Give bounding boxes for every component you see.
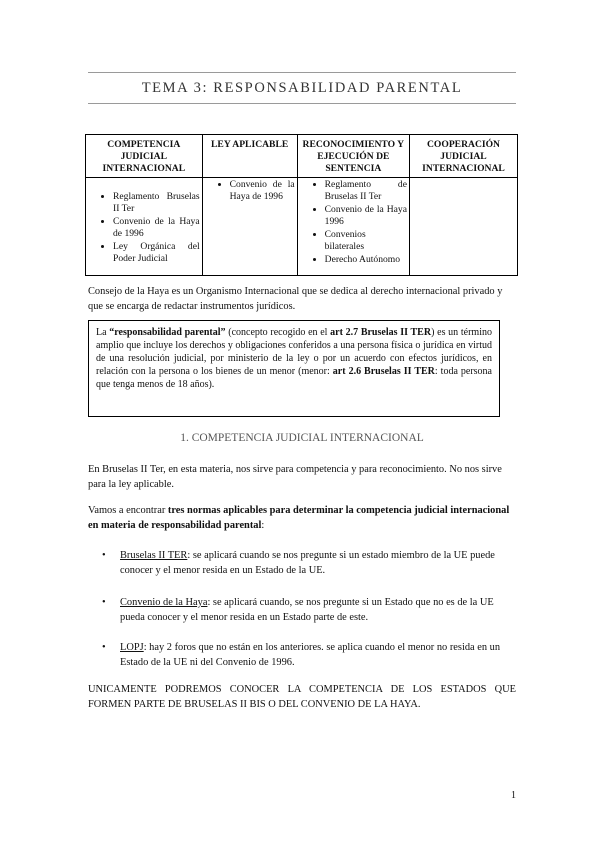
header-cooperacion: COOPERACIÓN JUDICIAL INTERNACIONAL bbox=[409, 135, 517, 178]
bullet-text: : se aplicará cuando, se nos pregunte si un Estado que no es de la UE pueda conocer y el menor resida en un Estado parte de este. bbox=[120, 597, 494, 623]
bullet-text: : se aplicará cuando se nos pregunte si un estado miembro de la UE puede conocer y el menor resida en un Estado de la UE. bbox=[120, 550, 495, 576]
list-item: • Derecho Autónomo bbox=[325, 254, 407, 266]
cell-competencia bbox=[86, 178, 203, 276]
title-rule bbox=[88, 103, 516, 104]
cell-cooperacion bbox=[409, 178, 517, 276]
list-item: • Convenio de la Haya 1996 bbox=[325, 204, 407, 228]
list-item: • Convenio de la Haya de 1996 bbox=[230, 179, 295, 203]
header-competencia: COMPETENCIA JUDICIAL INTERNACIONAL bbox=[86, 135, 203, 178]
bullet-text: : hay 2 foros que no están en los anteriores. se aplica cuando el menor no resida en un Estado de la UE ni del Convenio de 1996. bbox=[120, 642, 501, 668]
tres-normas-tail: : bbox=[261, 520, 265, 531]
bullet-label: Convenio de la Haya bbox=[120, 597, 208, 608]
paragraph-bruselas: En Bruselas II Ter, en esta materia, nos sirve para competencia y para reconocimiento. No nos sirve para la ley aplicable. bbox=[88, 464, 502, 490]
list-item: • Reglamento Bruselas II Ter bbox=[113, 191, 200, 215]
table-row bbox=[86, 178, 518, 276]
bullet-label: LOPJ bbox=[120, 642, 144, 653]
definition-body: es un término amplio que incluye los derechos y obligaciones conferidos a una persona física o jurídica en virtud de una resolución judicial, por ministerio de la ley o por un acuerdo con efectos jurídicos, en relación con la persona o los bienes de un menor (menor: bbox=[96, 327, 492, 377]
definition-aside-open: (concepto recogido en el bbox=[225, 327, 331, 338]
page-number: 1 bbox=[511, 790, 516, 801]
definition-ref: art 2.6 Bruselas II TER bbox=[332, 366, 435, 377]
definition-aside-ref: art 2.7 Bruselas II TER bbox=[330, 327, 432, 338]
tres-normas-bold: tres normas aplicables para determinar la competencia judicial internacional en materia de responsabilidad parental bbox=[88, 505, 510, 531]
page-title: TEMA 3: RESPONSABILIDAD PARENTAL bbox=[141, 80, 463, 96]
bullet-item-bruselas bbox=[102, 548, 516, 578]
bullet-item-lopj bbox=[102, 640, 516, 670]
definition-box bbox=[88, 320, 500, 417]
legal-framework-table bbox=[85, 134, 518, 276]
list-item: • Convenios bilaterales bbox=[325, 229, 407, 253]
bullet-item-haya bbox=[102, 595, 516, 625]
cell-ley-aplicable bbox=[202, 178, 297, 276]
intro-paragraph: Consejo de la Haya es un Organismo Internacional que se dedica al derecho internacional privado y que se encarga de redactar instrumentos jurídicos. bbox=[88, 286, 503, 312]
header-reconocimiento: RECONOCIMIENTO Y EJECUCIÓN DE SENTENCIA bbox=[297, 135, 409, 178]
bullet-icon: • bbox=[102, 550, 106, 561]
list-item: • Reglamento de Bruselas II Ter bbox=[325, 179, 407, 203]
list-item: • Convenio de la Haya de 1996 bbox=[113, 216, 200, 240]
bullet-icon: • bbox=[102, 642, 106, 653]
table-header-row bbox=[86, 135, 518, 178]
header-ley-aplicable: LEY APLICABLE bbox=[202, 135, 297, 178]
caps-conclusion: UNICAMENTE PODREMOS CONOCER LA COMPETENCIA DE LOS ESTADOS QUE FORMEN PARTE DE BRUSELAS II BIS O DEL CONVENIO DE LA HAYA. bbox=[88, 684, 516, 710]
bullet-icon: • bbox=[102, 597, 106, 608]
list-item: • Ley Orgánica del Poder Judicial bbox=[113, 241, 200, 265]
definition-lead: La bbox=[96, 327, 110, 338]
definition-tail: : toda persona que tenga menos de 18 años). bbox=[96, 366, 492, 390]
cell-reconocimiento bbox=[297, 178, 409, 276]
tres-normas-lead: Vamos a encontrar bbox=[88, 505, 168, 516]
top-rule bbox=[88, 72, 516, 73]
bullet-label: Bruselas II TER bbox=[120, 550, 188, 561]
paragraph-tres-normas bbox=[88, 503, 516, 533]
section-heading: 1. COMPETENCIA JUDICIAL INTERNACIONAL bbox=[180, 432, 424, 444]
definition-term: “responsabilidad parental” bbox=[109, 327, 226, 338]
definition-aside-close: ) bbox=[431, 327, 435, 338]
